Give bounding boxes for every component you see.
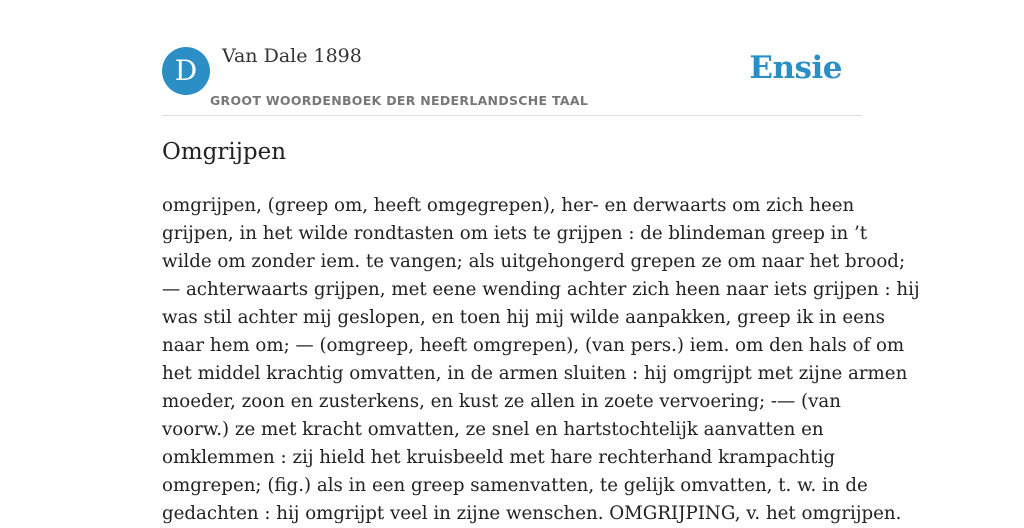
entry-line: grijpen, in het wilde rondtasten om iets te grijpen : de blindeman greep in ’t bbox=[162, 223, 868, 244]
entry-line: omklemmen : zij hield het kruisbeeld met hare rechterhand krampachtig bbox=[162, 447, 836, 468]
entry-line: wilde om zonder iem. te vangen; als uitgehongerd grepen ze om naar het brood; bbox=[162, 251, 906, 272]
dictionary-title[interactable]: Van Dale 1898 bbox=[222, 45, 362, 67]
ensie-logo-link[interactable]: Ensie bbox=[749, 50, 842, 86]
header bbox=[162, 0, 862, 116]
entry-line: naar hem om; — (omgreep, heeft omgrepen), (van pers.) iem. om den hals of om bbox=[162, 335, 905, 356]
entry-line: voorw.) ze met kracht omvatten, ze snel en hartstochtelijk aanvatten en bbox=[162, 419, 824, 440]
entry-line: omgrijpen, (greep om, heeft omgegrepen), her- en derwaarts om zich heen bbox=[162, 195, 855, 216]
dictionary-subtitle: GROOT WOORDENBOEK DER NEDERLANDSCHE TAAL bbox=[210, 93, 589, 108]
entry-title: Omgrijpen bbox=[162, 139, 287, 165]
page bbox=[162, 0, 920, 524]
entry-body bbox=[162, 192, 920, 528]
entry-line: was stil achter mij geslopen, en toen hij mij wilde aanpakken, greep ik in eens bbox=[162, 307, 885, 328]
entry-line: omgrepen; (fig.) als in een greep samenvatten, te gelijk omvatten, t. w. in de bbox=[162, 475, 868, 496]
entry-line: gedachten : hij omgrijpt veel in zijne wenschen. OMGRIJPING, v. het omgrijpen. bbox=[162, 503, 902, 524]
entry-line: het middel krachtig omvatten, in de armen sluiten : hij omgrijpt met zijne armen bbox=[162, 363, 908, 384]
entry-line: — achterwaarts grijpen, met eene wending achter zich heen naar iets grijpen : hij bbox=[162, 279, 920, 300]
dictionary-logo[interactable]: D bbox=[162, 47, 210, 95]
entry-line: moeder, zoon en zusterkens, en kust ze allen in zoete vervoering; -— (van bbox=[162, 391, 841, 412]
